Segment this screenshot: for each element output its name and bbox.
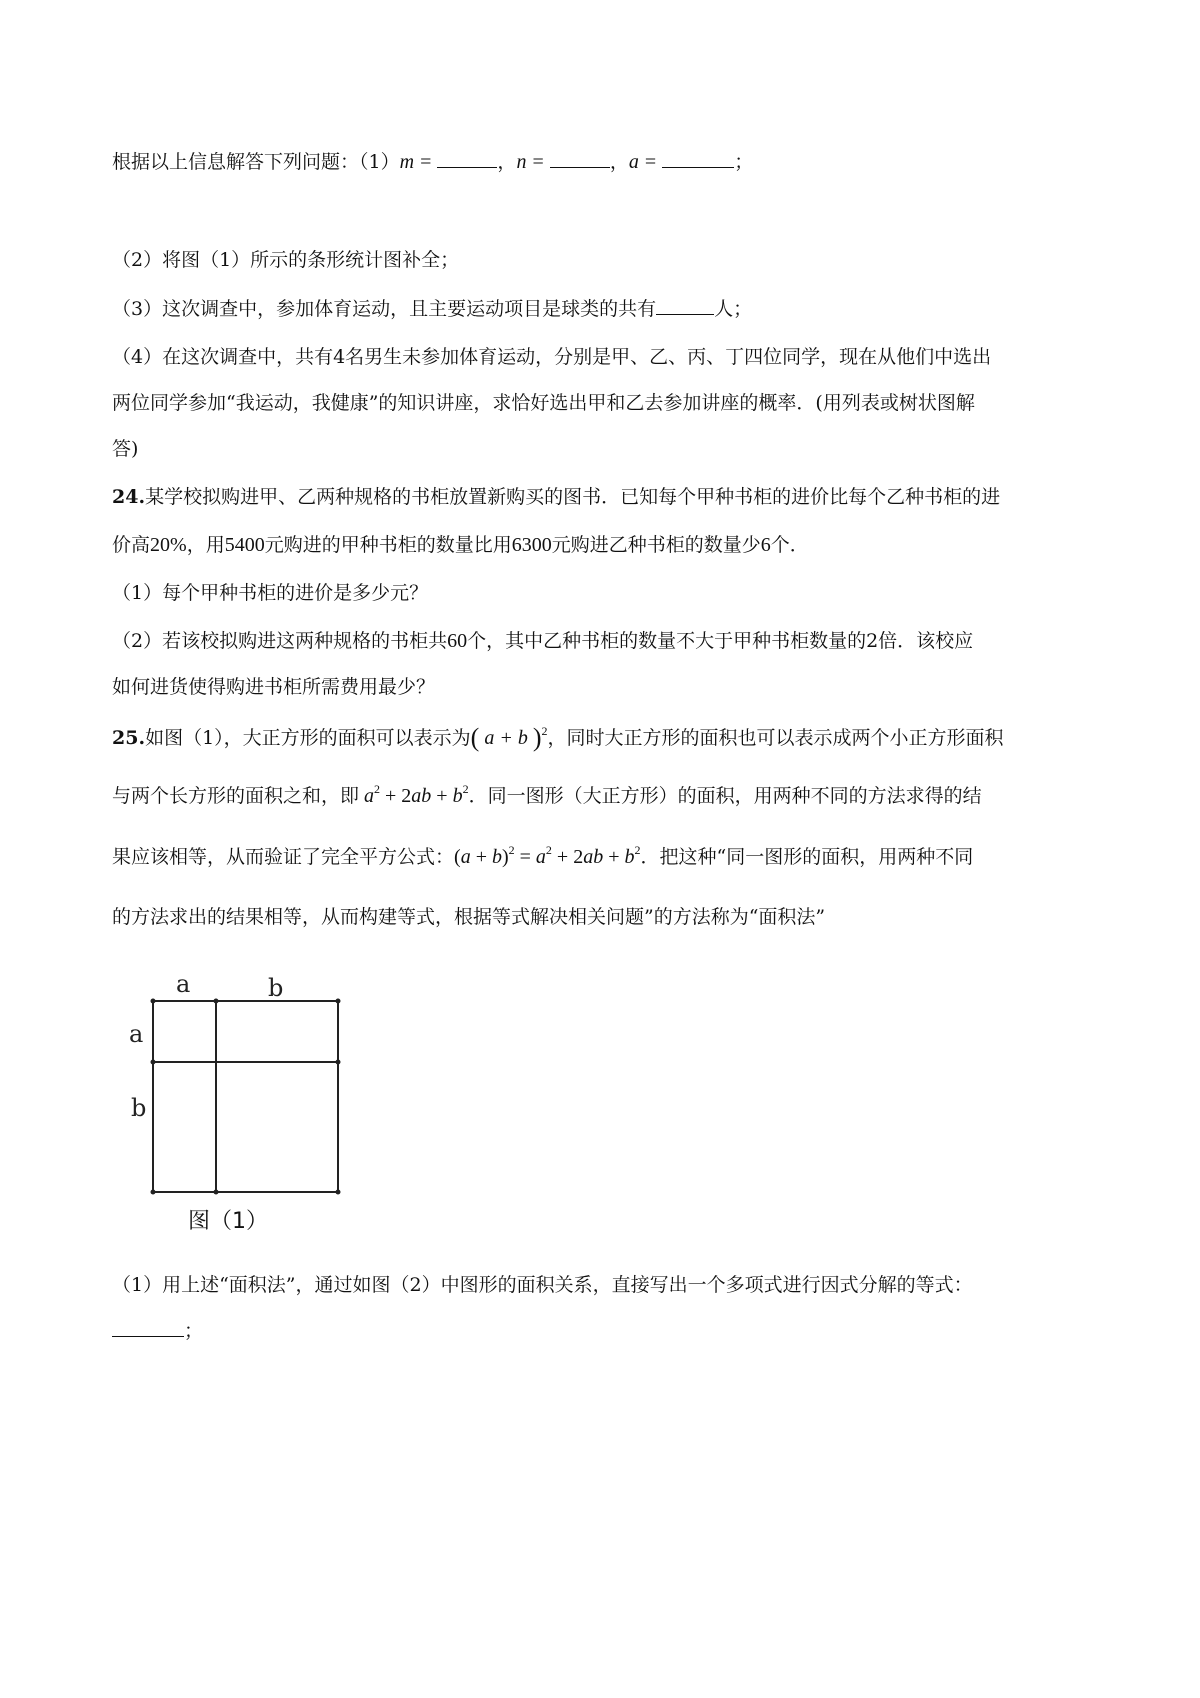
q25-number: 25. xyxy=(112,727,146,749)
formula-perfect-square: $(a + b)^2 = a^2 + 2ab + b^2$ xyxy=(454,843,641,868)
q24-number: 24. xyxy=(112,486,146,508)
vertex-dot xyxy=(151,1060,156,1065)
q23-part2: （2）将图（1）所示的条形统计图补全； xyxy=(112,249,460,271)
label-top-b: b xyxy=(268,974,284,1002)
vertex-dot xyxy=(214,999,219,1004)
q24-amount-1: 5400 xyxy=(224,534,265,556)
label-top-a: a xyxy=(176,970,191,998)
eq-sign: = xyxy=(420,151,432,173)
big-square-outline xyxy=(153,1001,338,1192)
square-diagram xyxy=(110,968,350,1208)
q23-part3-suffix: 人； xyxy=(714,298,753,320)
q23-part4-line2: 两位同学参加“我运动，我健康”的知识讲座，求恰好选出甲和乙去参加讲座的概率．(用列表或树状图解 xyxy=(112,392,975,414)
q25-part1: （1）用上述“面积法”，通过如图（2）中图形的面积关系，直接写出一个多项式进行因式分解的等式： xyxy=(112,1274,973,1296)
figure-1 xyxy=(110,968,350,1212)
q24-text: 价高 xyxy=(112,534,151,556)
q23-part1-prefix: 根据以上信息解答下列问题：（1） xyxy=(112,151,400,173)
q23-part1 xyxy=(112,148,753,176)
label-left-b: b xyxy=(131,1094,147,1122)
q24-percent: 20% xyxy=(150,534,187,556)
q24-text: 个． xyxy=(770,534,809,556)
answer-blank-factorization[interactable] xyxy=(112,1318,184,1337)
var-n: n xyxy=(516,151,527,173)
q23-part3 xyxy=(112,295,752,323)
q23-part4-line3: 答) xyxy=(112,438,139,460)
q25-line3 xyxy=(112,843,973,871)
var-m: m xyxy=(399,151,415,173)
answer-blank-m[interactable] xyxy=(437,149,497,168)
vertex-dot xyxy=(336,999,341,1004)
semicolon: ； xyxy=(184,1320,204,1342)
formula-expansion: $a^2 + 2ab + b^2$ xyxy=(359,782,469,807)
vertex-dot xyxy=(214,1190,219,1195)
q25-text: ．把这种“同一图形的面积，用两种不同 xyxy=(640,846,974,868)
q24-part2-line2: 如何进货使得购进书柜所需费用最少？ xyxy=(112,676,436,698)
q24-text: ，用 xyxy=(186,534,225,556)
q24-text: （2）若该校拟购进这两种规格的书柜共 xyxy=(112,630,448,652)
q25-line1 xyxy=(112,724,1004,752)
q24-amount-2: 6300 xyxy=(511,534,552,556)
eq-sign: = xyxy=(644,151,657,173)
vertex-dot xyxy=(336,1190,341,1195)
q25-text: ，同时大正方形的面积也可以表示成两个小正方形面积 xyxy=(547,727,1004,749)
answer-blank-a[interactable] xyxy=(662,149,734,168)
figure-1-caption: 图（1） xyxy=(188,1209,268,1234)
label-left-a: a xyxy=(129,1020,144,1048)
q25-line4: 的方法求出的结果相等，从而构建等式，根据等式解决相关问题”的方法称为“面积法” xyxy=(112,906,826,928)
q24-part2-line1 xyxy=(112,627,973,655)
vertex-dot xyxy=(151,1190,156,1195)
q24-line1-text: 某学校拟购进甲、乙两种规格的书柜放置新购买的图书．已知每个甲种书柜的进价比每个乙种书柜的进 xyxy=(145,486,1001,508)
q25-text: 与两个长方形的面积之和，即 xyxy=(112,785,360,807)
formula-a-plus-b-squared: ( a + b )$^2$ xyxy=(470,723,548,752)
q25-text: 果应该相等，从而验证了完全平方公式： xyxy=(112,846,455,868)
q25-text: ．同一图形（大正方形）的面积，用两种不同的方法求得的结 xyxy=(468,785,982,807)
eq-sign: = xyxy=(532,151,544,173)
comma: ， xyxy=(497,151,517,173)
answer-blank-n[interactable] xyxy=(550,149,610,168)
q24-line1 xyxy=(112,483,1000,511)
answer-blank-balls[interactable] xyxy=(656,296,714,315)
q24-line2 xyxy=(112,531,809,559)
semicolon: ； xyxy=(734,151,754,173)
q25-text: 如图（1），大正方形的面积可以表示为 xyxy=(145,727,471,749)
q24-six: 6 xyxy=(760,534,771,556)
q24-text: 个，其中乙种书柜的数量不大于甲种书柜数量的2倍．该校应 xyxy=(467,630,974,652)
q25-part1-answer xyxy=(112,1317,203,1345)
q23-part3-prefix: （3）这次调查中，参加体育运动，且主要运动项目是球类的共有 xyxy=(112,298,657,320)
q24-sixty: 60 xyxy=(447,630,468,652)
q24-text: 元购进的甲种书柜的数量比用 xyxy=(264,534,512,556)
q23-part4-line1: （4）在这次调查中，共有4名男生未参加体育运动，分别是甲、乙、丙、丁四位同学，现在从他们中选出 xyxy=(112,346,992,368)
q24-part1: （1）每个甲种书柜的进价是多少元？ xyxy=(112,582,429,604)
q25-line2 xyxy=(112,782,982,810)
q24-text: 元购进乙种书柜的数量少 xyxy=(551,534,761,556)
comma: ， xyxy=(609,151,629,173)
vertex-dot xyxy=(336,1060,341,1065)
vertex-dot xyxy=(151,999,156,1004)
var-a: a xyxy=(628,151,639,173)
